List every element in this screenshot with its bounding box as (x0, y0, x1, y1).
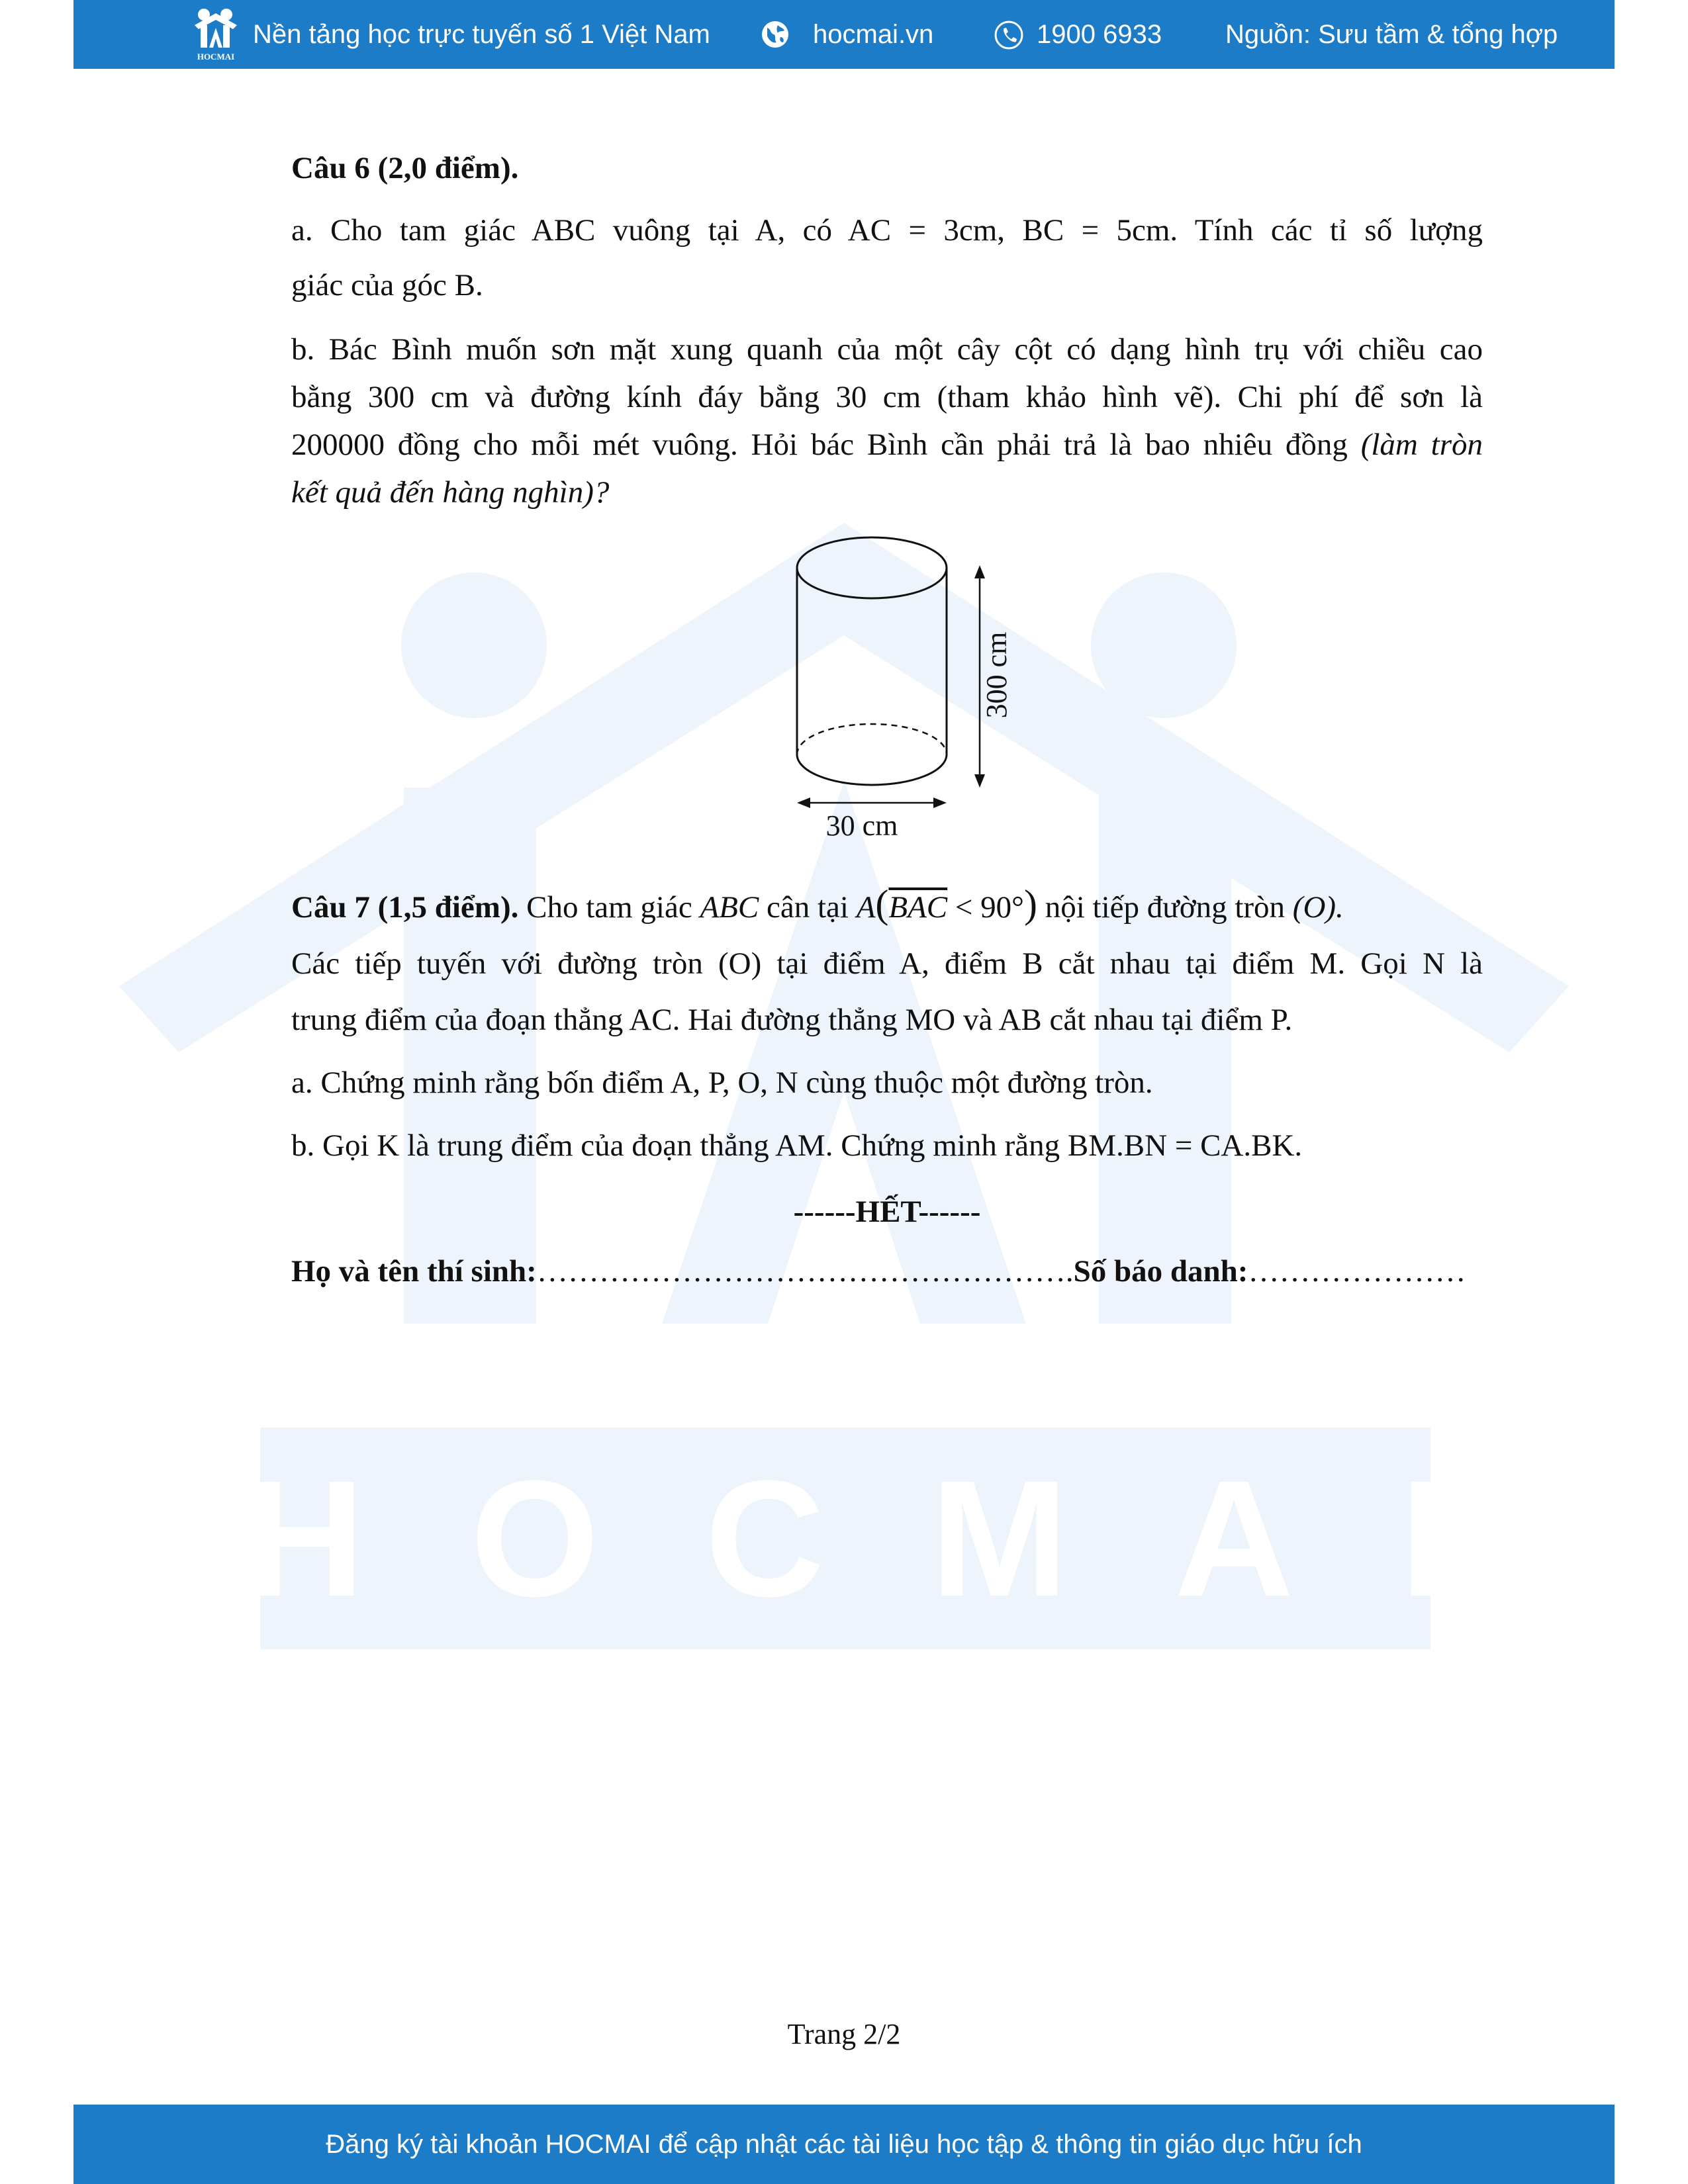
end-marker: ------HẾT------ (793, 1195, 981, 1229)
cylinder-bottom-hidden-arc (797, 724, 947, 754)
cylinder-bottom-arc (797, 754, 947, 785)
footer-bar (73, 2105, 1615, 2184)
footer-text[interactable]: Đăng ký tài khoản HOCMAI để cập nhật các tài liệu học tập & thông tin giáo dục hữu ích (326, 2129, 1362, 2159)
q7-line1-d: A (856, 890, 876, 925)
header-website-link[interactable]: hocmai.vn (813, 19, 934, 49)
q6-b-line3-text: 200000 đồng cho mỗi mét vuông. Hỏi bác Bình cần phải trả là bao nhiêu đồng (291, 428, 1348, 462)
diameter-label: 30 cm (825, 809, 898, 842)
q6-b-line2: bằng 300 cm và đường kính đáy bằng 30 cm (tham khảo hình vẽ). Chi phí để sơn là (291, 380, 1483, 414)
header-source: Nguồn: Sưu tầm & tổng hợp (1225, 19, 1558, 49)
q7-line3: trung điểm của đoạn thẳng AC. Hai đường thẳng MO và AB cắt nhau tại điểm P. (291, 1003, 1293, 1037)
cylinder-top-ellipse (797, 537, 947, 598)
q7-line1 (291, 874, 1483, 935)
q7-angle: $\overline{BAC}$ (888, 890, 948, 925)
q6-b-line3 (291, 421, 1483, 469)
candidate-name-label: Họ và tên thí sinh: (291, 1254, 537, 1289)
q7-line1-c: cân tại (766, 890, 849, 925)
q7-line1-b: ABC (700, 890, 759, 925)
q6-a-line1: a. Cho tam giác ABC vuông tại A, có AC = 3cm, BC = 5cm. Tính các tỉ số lượng (291, 213, 1483, 248)
q7-line1-e: < 90° (955, 890, 1024, 925)
height-arrow-head-top (974, 565, 985, 578)
q7-b: b. Gọi K là trung điểm của đoạn thẳng AM. Chứng minh rằng BM.BN = CA.BK. (291, 1128, 1303, 1163)
q7-line1-a: Cho tam giác (526, 890, 692, 925)
q6-a-line2: giác của góc B. (291, 268, 483, 302)
diameter-arrow-head-right (933, 797, 947, 808)
header-phone[interactable]: 1900 6933 (1037, 19, 1162, 49)
candidate-sbd-label: Số báo danh: (1073, 1254, 1248, 1289)
watermark-text: HOCMAI (260, 1428, 1430, 1649)
q6-b-line1: b. Bác Bình muốn sơn mặt xung quanh của một cây cột có dạng hình trụ với chiều cao (291, 332, 1483, 367)
candidate-line (291, 1248, 1483, 1296)
candidate-name-dots: ……………………………………………. (536, 1254, 1074, 1289)
q7-title: Câu 7 (1,5 điểm). (291, 890, 519, 925)
height-label: 300 cm (980, 631, 1013, 719)
q7-paren-open: ( (875, 882, 889, 926)
diameter-arrow-head-left (797, 797, 810, 808)
q6-b-line4: kết quả đến hàng nghìn)? (291, 475, 610, 510)
q6-b-line3-italic: (làm tròn (1360, 428, 1483, 462)
q7-paren-close: ) (1023, 882, 1037, 926)
page-number: Trang 2/2 (787, 2018, 901, 2050)
q7-a: a. Chứng minh rằng bốn điểm A, P, O, N cùng thuộc một đường tròn. (291, 1066, 1153, 1100)
cylinder-figure (761, 529, 1013, 847)
logo-text: HOCMAI (197, 52, 235, 62)
candidate-sbd-dots: ………………… (1248, 1254, 1466, 1289)
q7-line1-f: nội tiếp đường tròn (1045, 890, 1286, 925)
q7-line2: Các tiếp tuyến với đường tròn (O) tại điểm A, điểm B cắt nhau tại điểm M. Gọi N là (291, 946, 1483, 981)
q7-line1-g: (O). (1292, 890, 1344, 925)
height-arrow-head-bottom (974, 774, 985, 788)
q6-title: Câu 6 (2,0 điểm). (291, 151, 519, 185)
header-slogan: Nền tảng học trực tuyến số 1 Việt Nam (253, 19, 710, 49)
